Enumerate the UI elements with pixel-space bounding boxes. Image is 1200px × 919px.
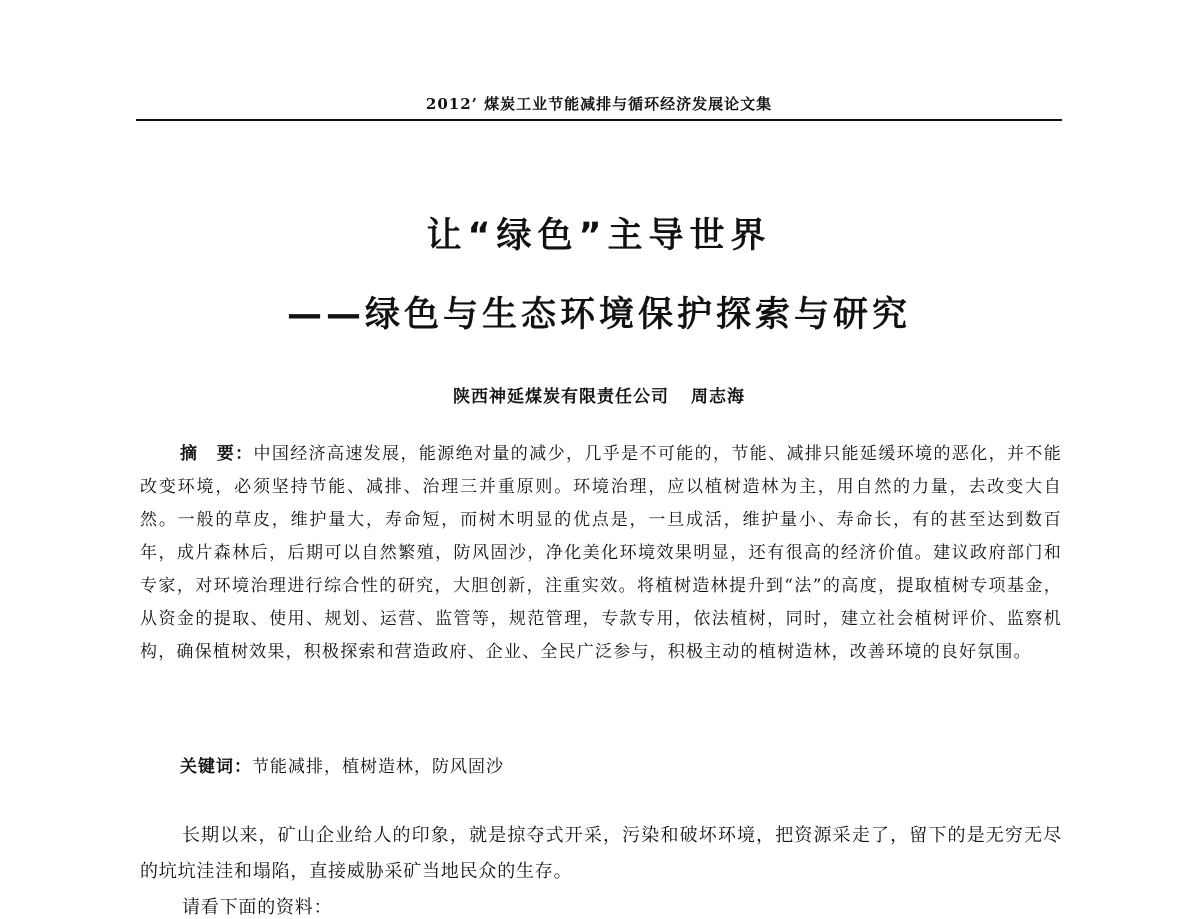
keywords (180, 752, 1060, 777)
keywords-label: 关键词： (180, 757, 252, 777)
paper-title: 让“绿色”主导世界 (426, 216, 772, 256)
abstract-text: 中国经济高速发展，能源绝对量的减少，几乎是不可能的，节能、减排只能延缓环境的恶化，并不能改变环境，必须坚持节能、减排、治理三并重原则。环境治理，应以植树造林为主，用自然的力量，去改变大自然。一般的草皮，维护量大，寿命短，而树木明显的优点是，一旦成活，维护量小、寿命长，有的甚至达到数百年，成片森林后，后期可以自然繁殖，防风固沙，净化美化环境效果明显，还有很高的经济价值。建议政府部门和专家，对环境治理进行综合性的研究，大胆创新，注重实效。将植树造林提升到“法”的高度，提取植树专项基金，从资金的提取、使用、规划、运营、监管等，规范管理，专款专用，依法植树，同时，建立社会植树评价、监察机构，确保植树效果，积极探索和营造政府、企业、全民广泛参与，积极主动的植树造林，改善环境的良好氛围。 (140, 444, 1062, 662)
paper-subtitle: ——绿色与生态环境保护探索与研究 (286, 295, 911, 335)
keywords-text: 节能减排，植树造林，防风固沙 (252, 757, 504, 777)
author-line (136, 382, 1062, 407)
header-rule (136, 119, 1062, 121)
running-header: 2012’ 煤炭工业节能减排与循环经济发展论文集 (425, 95, 773, 113)
body-paragraph-2: 请看下面的资料： (182, 897, 333, 918)
abstract (140, 438, 1062, 669)
body-paragraph-1: 长期以来，矿山企业给人的印象，就是掠夺式开采，污染和破坏环境，把资源采走了，留下的是无穷无尽的坑坑洼洼和塌陷，直接威胁采矿当地民众的生存。 (140, 825, 1062, 882)
abstract-label: 摘 要： (180, 444, 254, 464)
author-name: 周志海 (691, 387, 745, 407)
author-affiliation: 陕西神延煤炭有限责任公司 (453, 387, 669, 407)
